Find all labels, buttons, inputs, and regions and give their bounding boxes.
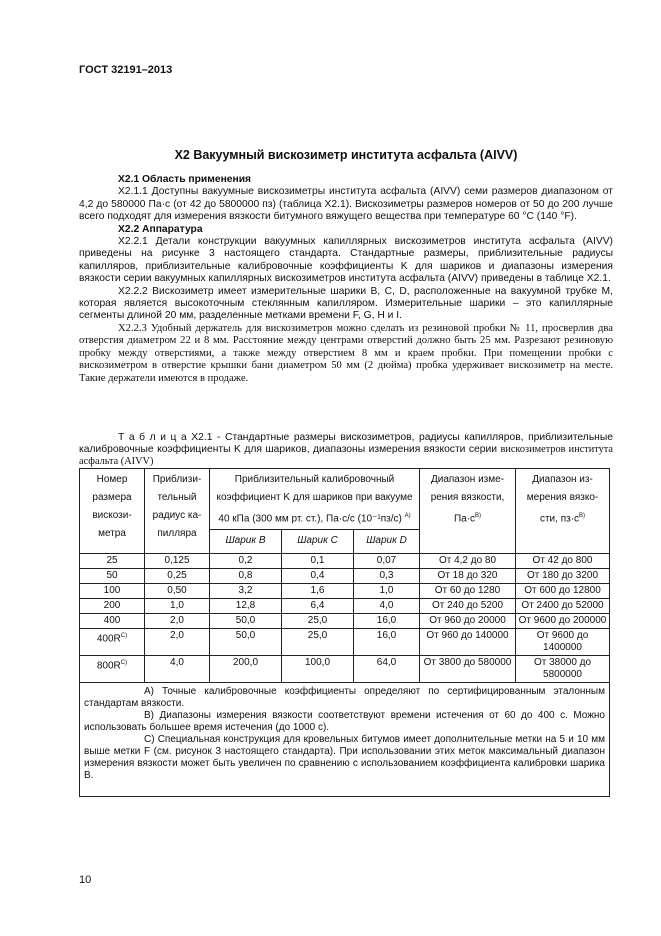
cell-pz (516, 554, 610, 569)
cell-value: От 38000 до 5800000 (533, 657, 592, 681)
header-range-pa (420, 469, 516, 554)
heading-apparatus: X2.2 Аппаратура (118, 223, 203, 235)
cell-b (210, 599, 282, 614)
standard-header: ГОСТ 32191–2013 (79, 64, 173, 76)
footnote-b-marker: B) (579, 513, 586, 519)
cell-pz (516, 599, 610, 614)
cell-b (210, 584, 282, 599)
table-notes (80, 683, 610, 797)
cell-pa (420, 614, 516, 629)
table-row (80, 569, 610, 584)
cell-value: 50 (106, 570, 118, 582)
cell-b (210, 554, 282, 569)
footnote-b-marker: B) (475, 513, 482, 519)
note-b: B) Диапазоны измерения вязкости соответствуют времени истечения от 60 до 400 с. Можно использовать большее время истечения (до 1000 с). (84, 710, 605, 734)
cell-value: 4,0 (379, 600, 394, 612)
cell-value: 2,0 (170, 615, 184, 627)
cell-d (354, 584, 420, 599)
cell-value: От 42 до 800 (532, 555, 593, 567)
cell-value: 400 (103, 615, 121, 627)
cell-pz (516, 656, 610, 683)
cell-d (354, 614, 420, 629)
header-bulb-c: Шарик C (282, 530, 354, 554)
cell-d (354, 656, 420, 683)
cell-value: 1,0 (170, 600, 184, 612)
note-a: A) Точные калибровочные коэффициенты определяют по сертифицированным эталонным стандартам вязкости. (84, 686, 605, 710)
header-range-pz (516, 469, 610, 554)
cell-value: От 600 до 12800 (524, 585, 601, 597)
cell-value: 16,0 (376, 630, 397, 642)
header-range-pz-text: Диапазон из-мерения вязко-сти, пз·с (526, 474, 599, 525)
cell-num (80, 656, 145, 683)
cell-value: 0,1 (310, 555, 325, 567)
cell-value: От 2400 до 52000 (521, 600, 604, 612)
paragraph-x2-2-3: X2.2.3 Удобный держатель для вискозиметров можно сделать из резиновой пробки № 11, просверлив два отверстия диаметром 22 и 8 мм. Расстояние между центрами отверстий должно быть 25 мм. Разрезают резиновую пробку между отверстиями, а также между отверстием 8 мм и краем пробки. При помещении пробки с вискозиметром в отверстие крышки бани диаметром 50 мм (2 дюйма) пробка удерживает вискозиметр на месте. Такие держатели имеются в продаже. (79, 322, 613, 384)
cell-value: 25 (106, 555, 118, 567)
cell-r (145, 629, 210, 656)
cell-b (210, 614, 282, 629)
paragraph-x2-1-1: X2.1.1 Доступны вакуумные вискозиметры института асфальта (AIVV) семи размеров диапазоном от 4,2 до 580000 Па·с (от 42 до 5800000 пз) (таблица X2.1). Вискозиметры размеров номеров от 50 до 200 лучше всего подходят для измерения вязкости битумного вяжущего вещества при температуре 60 °C (140 °F). (79, 186, 613, 223)
cell-pa (420, 569, 516, 584)
cell-value: От 240 до 5200 (431, 600, 504, 612)
table-row (80, 554, 610, 569)
cell-value: 800R (96, 660, 121, 672)
cell-value: От 60 до 1280 (434, 585, 501, 597)
cell-r (145, 569, 210, 584)
cell-value: От 9600 до 1400000 (536, 630, 589, 654)
page-number: 10 (79, 874, 92, 886)
cell-pa (420, 656, 516, 683)
cell-pa (420, 599, 516, 614)
table-row (80, 599, 610, 614)
paragraph-x2-2-1: X2.2.1 Детали конструкции вакуумных капиллярных вискозиметров института асфальта (AIVV) приведены на рисунке 3 настоящего стандарта. Стандартные размеры, приблизительные радиусы капилляров, приблизительные калибровочные коэффициенты K для шариков и диапазоны измерения вязкости серии вакуумных капиллярных вискозиметров института асфальта (AIVV) приведены в таблице X2.1. (79, 236, 613, 285)
cell-pz (516, 584, 610, 599)
cell-pa (420, 584, 516, 599)
header-capillary-radius: Приблизи-тельный радиус ка-пилляра (145, 469, 210, 554)
header-range-pa-text: Диапазон изме-рения вязкости, Па·с (430, 474, 505, 525)
header-size-number: Номер размера вискози-метра (80, 469, 145, 554)
cell-value: 200 (103, 600, 121, 612)
body-text (79, 174, 613, 385)
cell-value: 12,8 (235, 600, 256, 612)
header-bulb-b: Шарик B (210, 530, 282, 554)
cell-value: 3,2 (238, 585, 253, 597)
cell-c (282, 584, 354, 599)
table-row (80, 656, 610, 683)
table-caption-main: Т а б л и ц а X2.1 - Стандартные размеры вискозиметров, радиусы капилляров, приблизительные калибровочные коэффициенты K для шариков, диапазоны измерения вязкости серии (79, 432, 613, 455)
cell-value: 1,6 (310, 585, 325, 597)
cell-c (282, 614, 354, 629)
note-c: C) Специальная конструкция для кровельных битумов имеет дополнительные метки на 5 и 10 мм выше метки F (см. рисунок 3 настоящего стандарта). При использовании этих меток максимальный диапазон измерения вязкости может быть увеличен по сравнению с использованием коэффициента калибровки шарика B. (84, 734, 605, 782)
cell-value: 16,0 (376, 615, 397, 627)
cell-value: 25,0 (307, 630, 328, 642)
cell-c (282, 599, 354, 614)
cell-value: 0,07 (376, 555, 397, 567)
cell-value: 0,2 (238, 555, 253, 567)
cell-value: 0,3 (379, 570, 394, 582)
cell-value: 50,0 (235, 615, 256, 627)
cell-c (282, 569, 354, 584)
section-title: X2 Вакуумный вискозиметр института асфальта (AIVV) (174, 148, 518, 162)
heading-scope: X2.1 Область применения (118, 174, 252, 185)
cell-num (80, 599, 145, 614)
viscometer-table (79, 468, 610, 797)
cell-value: 200,0 (232, 657, 259, 669)
cell-value: 400R (96, 633, 121, 645)
cell-d (354, 554, 420, 569)
table-row (80, 629, 610, 656)
cell-pa (420, 629, 516, 656)
cell-num (80, 584, 145, 599)
cell-value: От 960 до 20000 (429, 615, 506, 627)
cell-r (145, 614, 210, 629)
cell-value: От 180 до 3200 (526, 570, 599, 582)
cell-r (145, 554, 210, 569)
cell-d (354, 569, 420, 584)
cell-pz (516, 629, 610, 656)
table-body (80, 554, 610, 683)
cell-value: 2,0 (170, 630, 184, 642)
cell-value: 0,50 (167, 585, 187, 597)
cell-pa (420, 554, 516, 569)
table-caption-tail: вискозиметров института асфальта (AIVV) (79, 444, 613, 467)
cell-c (282, 629, 354, 656)
cell-c (282, 656, 354, 683)
cell-d (354, 599, 420, 614)
cell-value: 6,4 (310, 600, 325, 612)
cell-b (210, 569, 282, 584)
cell-value: От 4,2 до 80 (438, 555, 497, 567)
cell-num (80, 554, 145, 569)
cell-value: 64,0 (376, 657, 397, 669)
cell-r (145, 599, 210, 614)
cell-value: От 960 до 140000 (426, 630, 509, 642)
cell-value: 100,0 (304, 657, 331, 669)
cell-r (145, 656, 210, 683)
table-row (80, 614, 610, 629)
footnote-c-marker: C) (120, 660, 128, 667)
header-bulb-d: Шарик D (354, 530, 420, 554)
footnote-c-marker: C) (120, 633, 128, 640)
table-row (80, 584, 610, 599)
header-calibration-coef-text: Приблизительный калибровочный коэффициент K для шариков при вакууме 40 кПа (300 мм рт. ст.), Па·с/с (10⁻¹пз/с) (216, 474, 413, 525)
cell-b (210, 656, 282, 683)
cell-num (80, 629, 145, 656)
footnote-a-marker: A) (404, 513, 411, 519)
cell-value: От 9600 до 200000 (518, 615, 607, 627)
cell-value: 25,0 (307, 615, 328, 627)
cell-value: 100 (103, 585, 121, 597)
header-calibration-coef (210, 469, 420, 530)
cell-num (80, 569, 145, 584)
cell-d (354, 629, 420, 656)
cell-b (210, 629, 282, 656)
cell-value: От 3800 до 580000 (423, 657, 512, 669)
cell-pz (516, 569, 610, 584)
paragraph-x2-2-2: X2.2.2 Вискозиметр имеет измерительные шарики B, C, D, расположенные на вакуумной трубке M, которая является высокоточным стеклянным капилляром. Измерительные шарики – это капиллярные сегменты длиной 20 мм, разделенные метками времени F, G, H и I. (79, 285, 613, 322)
cell-value: 0,125 (164, 555, 190, 567)
cell-value: 50,0 (235, 630, 256, 642)
table-caption (79, 432, 613, 468)
cell-value: 0,25 (167, 570, 187, 582)
cell-c (282, 554, 354, 569)
cell-num (80, 614, 145, 629)
cell-r (145, 584, 210, 599)
cell-pz (516, 614, 610, 629)
cell-value: 0,8 (238, 570, 253, 582)
cell-value: 4,0 (170, 657, 184, 669)
cell-value: От 18 до 320 (437, 570, 498, 582)
cell-value: 0,4 (310, 570, 325, 582)
cell-value: 1,0 (379, 585, 394, 597)
